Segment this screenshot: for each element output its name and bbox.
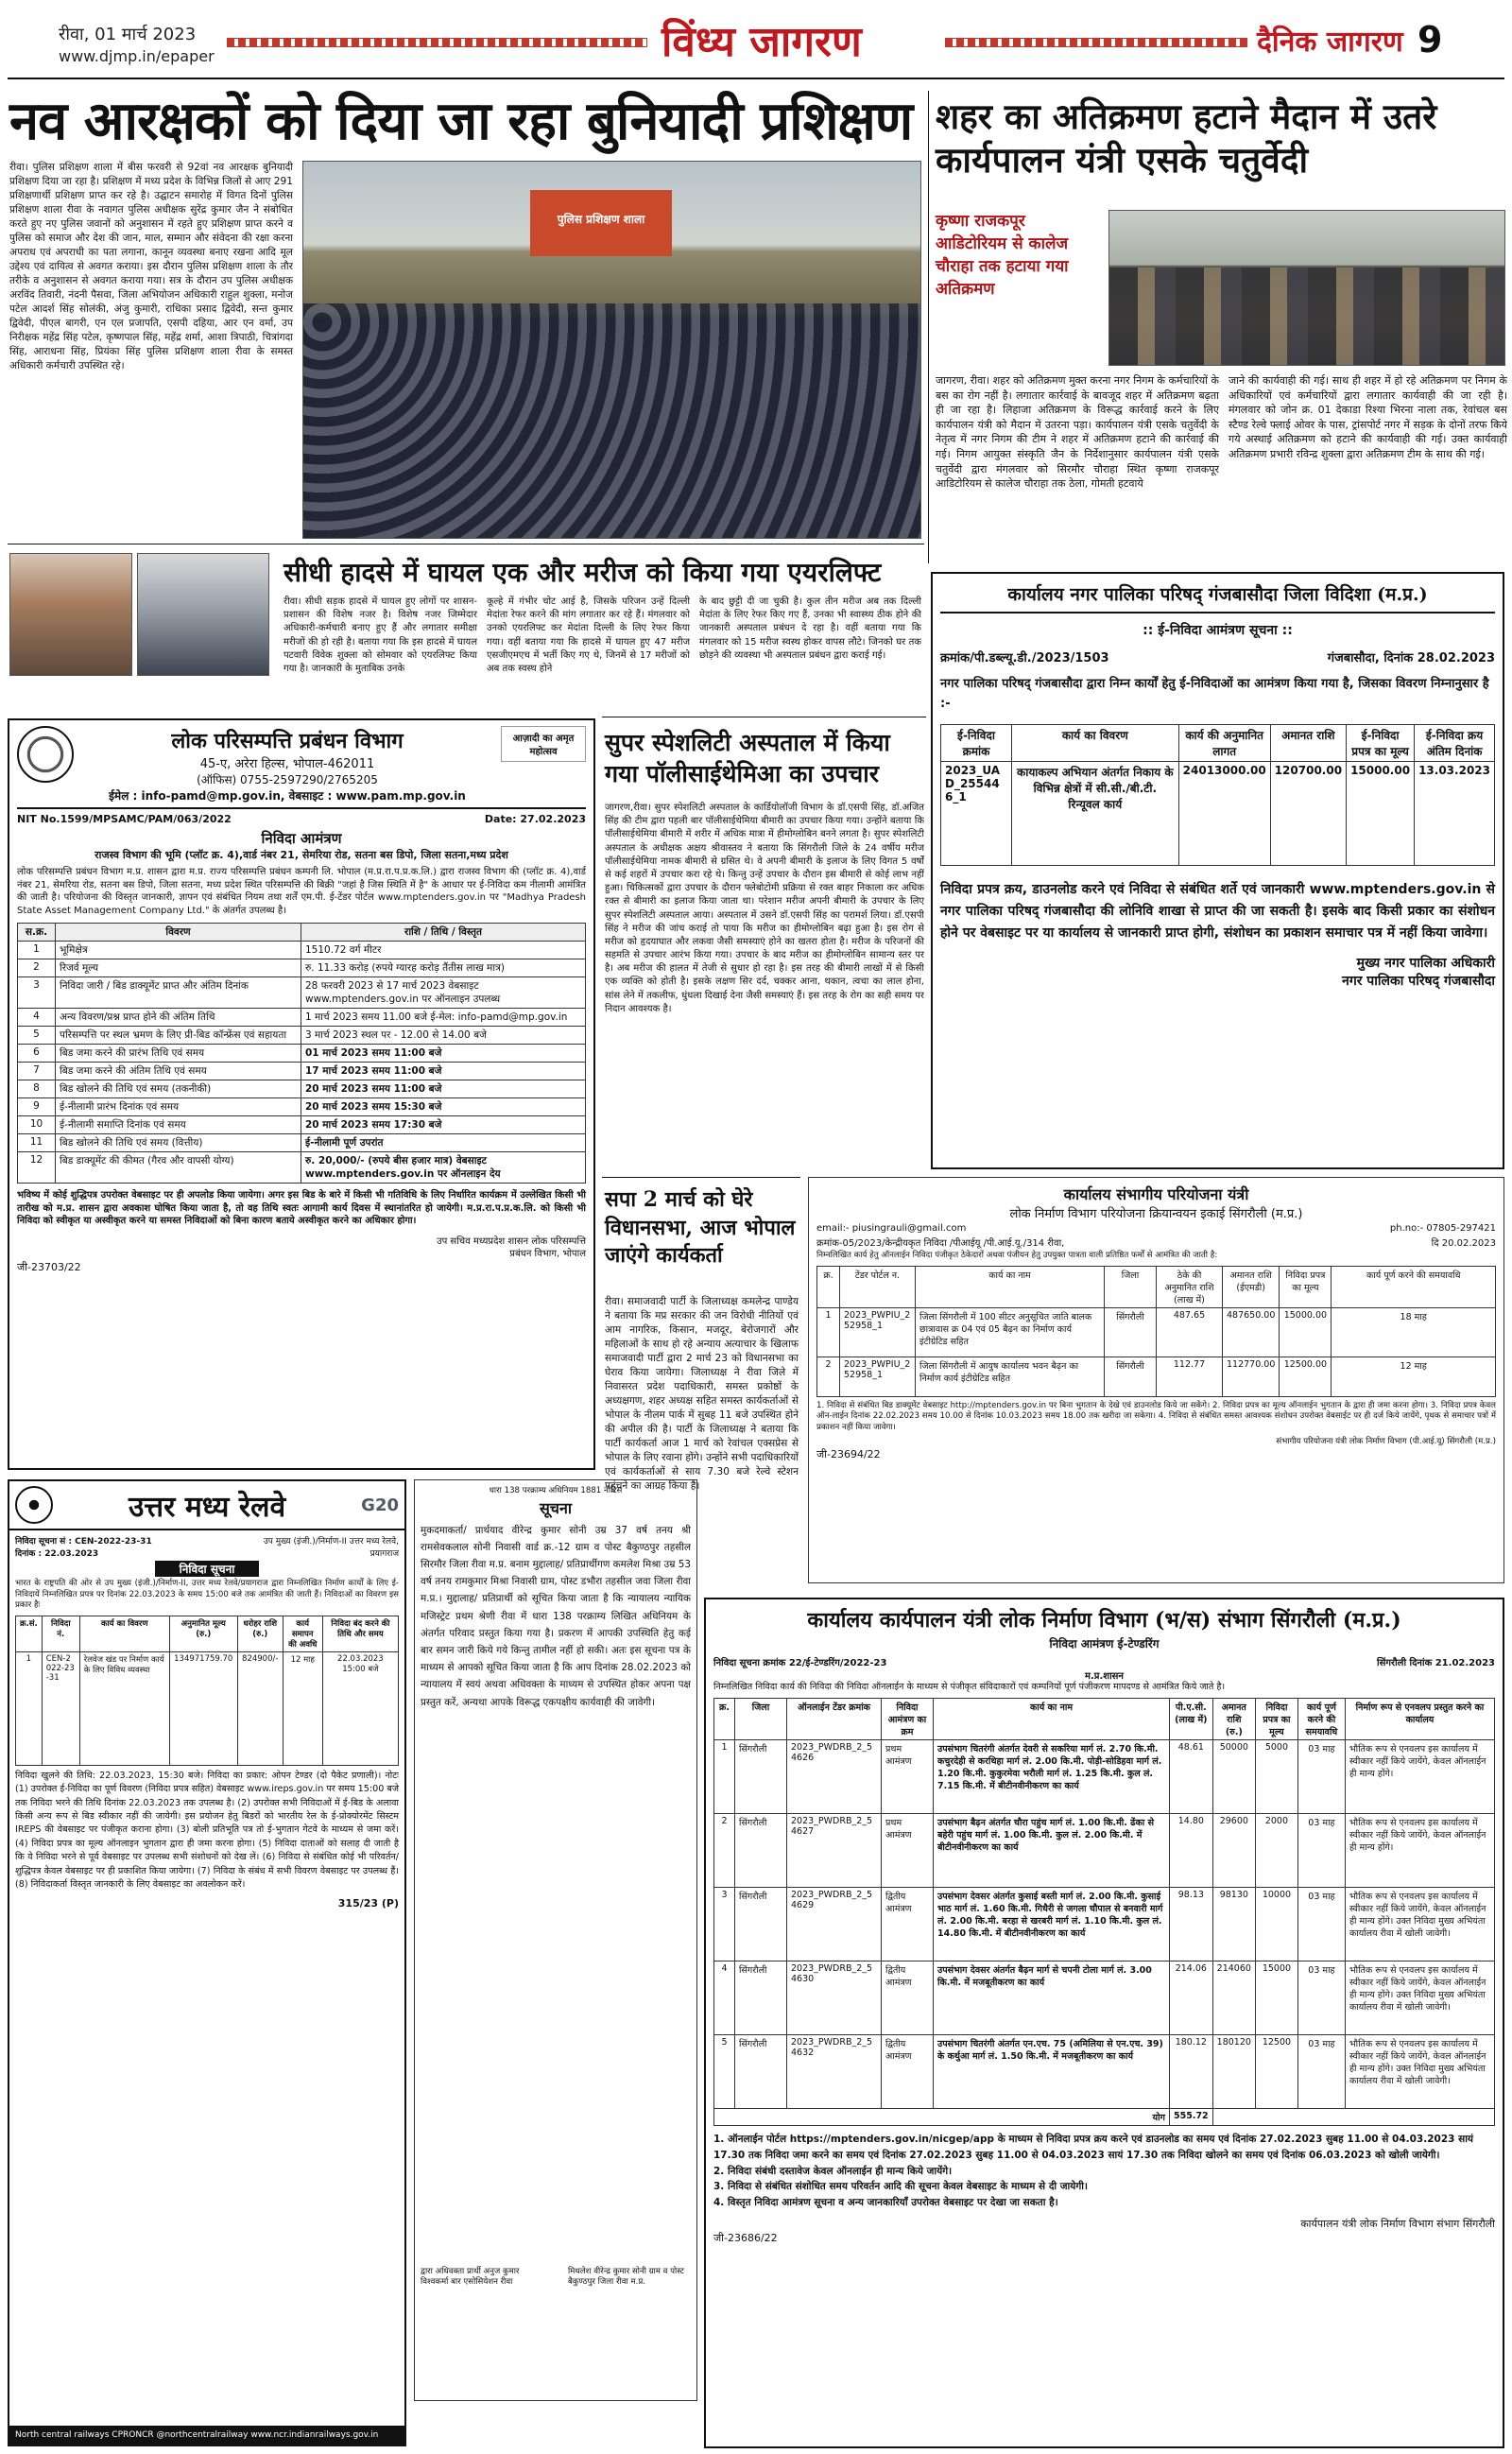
railway-th-4: धरोहर राशि (रु.) — [237, 1616, 283, 1651]
singrauli1-r1-2: जिला सिंगरौली में 100 सीटर अनुसूचित जाति बालक छात्रावास क्र 04 एवं 05 बैढ़न का निर्माण कार्य इंटीग्रेटिड सहित — [916, 1307, 1105, 1357]
pamd-cell: 28 फरवरी 2023 से 17 मार्च 2023 वेबसाइट www.mptenders.gov.in पर ऑनलाइन उपलब्ध — [301, 977, 586, 1009]
singrauli2-cell: 50000 — [1212, 1739, 1255, 1813]
singrauli2-note: 2. निविदा संबंधी दस्तावेज केवल ऑनलाईन ही मान्य किये जायेंगे। — [713, 2165, 953, 2177]
story5-top-rule — [602, 1177, 800, 1178]
railway-th-5: कार्य समापन की अवधि — [283, 1616, 322, 1651]
story3-col3: के बाद छुट्टी दी जा चुकी है। कुल तीन मरीज अब तक दिल्ली मेदांता के लिए रेफर किए गए हैं, उनका भी स्वास्थ्य ठीक होने की जानकारी अस्पताल प्रबंधन दे रहा है। वहीं बताया गया कि मंगलवार को 15 मरीज स्वस्थ होकर वापस लौटे। जिनको घर तक छोड़ने की व्यवस्था भी अस्पताल प्रबंधन द्वारा कराई गई। — [699, 596, 921, 661]
railway-td-1: CEN-2022-23-31 — [42, 1651, 79, 1765]
singrauli1-th-0: क्र. — [817, 1266, 840, 1307]
header-date: रीवा, 01 मार्च 2023 — [59, 25, 197, 44]
pamd-cell: 1 मार्च 2023 समय 11.00 बजे ई-मेल: info-pamd@mp.gov.in — [301, 1009, 586, 1027]
singrauli2-table-row — [714, 1961, 1495, 2034]
court-notice-act: धारा 138 परक्राम्य अधिनियम 1881 नोटिस — [489, 1486, 623, 1495]
pamd-cell: बिड जमा करने की अंतिम तिथि एवं समय — [56, 1063, 301, 1080]
singrauli1-title: कार्यालय संभागीय परियोजना यंत्री — [1063, 1185, 1249, 1203]
ganjbasoda-td-4: 15000.00 — [1347, 761, 1415, 865]
singrauli2-cell: 2000 — [1255, 1813, 1297, 1887]
singrauli1-th-6: निविदा प्रपत्र का मूल्य — [1280, 1266, 1332, 1307]
pamd-cell: बिड खोलने की तिथि एवं समय (तकनीकी) — [56, 1080, 301, 1098]
singrauli2-cell: द्वितीय आमंत्रण — [882, 2034, 934, 2108]
singrauli2-cell: उपसंभाग चितरंगी अंतर्गत देवरी से सकरिया मार्ग लं. 2.70 कि.मी. कचुरदेही से करथिहा मार्ग लं. 2.00 कि.मी. पोड़ी-सोडिहवा मार्ग लं. 1.20 कि.मी. कुकुरमेवा भरौली मार्ग लं. 1.25 कि.मी. कुल लं. 7.15 कि.मी. में बीटीनवीनीकरण का कार्य — [934, 1739, 1170, 1813]
singrauli2-cell: सिंगरौली — [735, 1887, 787, 1961]
pamd-nit-date: Date: 27.02.2023 — [484, 813, 586, 825]
ganjbasoda-sign1: मुख्य नगर पालिका अधिकारी — [1356, 955, 1495, 971]
singrauli1-r2-2: जिला सिंगरौली में आयुष कार्यालय भवन बैढ़न का निर्माण कार्य इंटीग्रेटिड सहित — [916, 1357, 1105, 1396]
pamd-cell: 1 — [18, 942, 56, 959]
pamd-cell: 8 — [18, 1080, 56, 1098]
singrauli1-r1-0: 1 — [817, 1307, 840, 1357]
story3-photo-left — [9, 553, 132, 676]
singrauli2-cell: 180.12 — [1170, 2034, 1213, 2108]
singrauli2-cell: प्रथम आमंत्रण — [882, 1739, 934, 1813]
court-notice-body: मुकदमाकर्ता/ प्रार्थयाद वीरेन्द्र कुमार सोनी उम्र 37 वर्ष तनय श्री रामसेवकलाल सोनी निवासी वार्ड क्र.-12 ग्राम व पोस्ट बैकुण्ठपुर तहसील सिरमौर जिला रीवा म.प्र. बनाम मुद्दालाह/ प्रतिप्रार्थीगण कमलेश मिश्रा उम्र 53 वर्ष तनय रामकुमार मिश्रा निवासी ग्राम, पोस्ट डभौरा तहसील जवा जिला रीवा म.प्र.। मुद्दालाह/ प्रतिप्रार्थी को सूचित किया जाता है कि न्यायालय न्यायिक मजिस्ट्रेट प्रथम श्रेणी रीवा में धारा 138 परक्राम्य लिखित अधिनियम के अंतर्गत परिवाद प्रस्तुत किया गया है। प्रकरण में आपकी उपस्थिति हेतु कई बार समन जारी किये गये किन्तु तामील नहीं हो सकी। अतः इस सूचना पत्र के माध्यम से आपको सूचित किया जाता है कि आप दिनांक 28.02.2023 को न्यायालय में स्वयं अथवा अधिवक्ता के माध्यम से उपस्थित होकर अपना पक्ष प्रस्तुत करें, अन्यथा आपके विरूद्ध एकपक्षीय कार्यवाही की जावेगी। — [421, 1524, 691, 1708]
pamd-cell: 6 — [18, 1045, 56, 1063]
pamd-table-row — [18, 1152, 586, 1184]
singrauli2-cell: द्वितीय आमंत्रण — [882, 1961, 934, 2034]
pamd-cell: रु. 20,000/- (रुपये बीस हजार मात्र) वेबसाइट www.mptenders.gov.in पर ऑनलाइन देय — [301, 1152, 586, 1184]
singrauli1-notes: 1. निविदा से संबंधित बिड डाक्यूमेंट वेबसाइट http://mptenders.gov.in पर बिना भुगतान के देखे एवं डाउनलोड किये जा सकेंगे। 2. निविदा प्रपत्र का मूल्य ऑनलाईन भुगतान के द्वारा ही जमा करना होगा। 3. निविदा प्रपत्र केवल ऑन-लाईन दिनांक 22.02.2023 समय 10.00 से दिनांक 10.03.2023 समय 18.00 तक खरीदा जा सकेगा। 4. निविदा से संबंधित समस्त आवश्यक संशोधन उपरोक्त वेबसाईट पर ही दर्ज किये जायेंगे, पृथक से समाचार पत्रों में प्रकाशन नहीं किया जावेगा। — [816, 1400, 1496, 1432]
railway-code: 315/23 (P) — [337, 1897, 399, 1910]
singrauli2-intro: निम्नलिखित निविदा कार्य की निविदा की निविदा ऑनलाईन के माध्यम से पंजीकृत संविदाकारों एवं कम्पनियों पूर्ण पंजीकरण मापदण्ड से आमंत्रित किये जाते है। — [713, 1682, 1226, 1692]
pamd-notice-body: लोक परिसम्पत्ति प्रबंधन विभाग म.प्र. शासन द्वारा म.प्र. राज्य परिसम्पत्ति प्रबंधन कम्पनी लि. भोपाल (म.प्र.रा.प.प्र.क.लि.) द्वारा राजस्व विभाग की (प्लॉट क्र. 4),वार्ड नंबर 21, सेमरिया रोड, सतना बस डिपो, जिला सतना, मध्य प्रदेश स्थित परिसम्पत्ति की बिक्री "जहां है जिस स्थिति में है" के आधार पर ई-निविदा कम नीलामी आमंत्रित की जाती है। परियोजना की विस्तृत जानकारी, ज्ञापन एवं संबंधित नियम तथा शर्तें एम.पी. ई-टेंडर पोर्टल www.mptenders.gov.in पर "Madhya Pradesh State Asset Management Company Ltd." के अंतर्गत उपलब्ध है। — [17, 867, 586, 916]
pamd-table-row — [18, 1134, 586, 1152]
pamd-cell: अन्य विवरण/प्रश्न प्राप्त होने की अंतिम तिथि — [56, 1009, 301, 1027]
masthead — [0, 0, 1512, 76]
court-notice-title: सूचना — [539, 1498, 572, 1517]
court-notice-sign-advocate: द्वारा अधिवक्ता प्रार्थी अनुज कुमार विश्वकर्मा बार एसोसियेशन रीवा — [421, 2266, 520, 2288]
pamd-table-row — [18, 1063, 586, 1080]
header-left-stripe — [227, 38, 647, 47]
story1-headline: नव आरक्षकों को दिया जा रहा बुनियादी प्रशिक्षण — [9, 90, 913, 152]
railway-td-2: रेलवेज खंड पर निर्माण कार्य के लिए विविध व्यवस्था — [79, 1651, 169, 1765]
singrauli2-notes — [713, 2132, 1495, 2211]
singrauli2-cell: 5 — [714, 2034, 735, 2108]
ad-singrauli-piu — [808, 1177, 1504, 1583]
story3-col1: रीवा। सीधी सड़क हादसे में घायल हुए लोगों पर शासन-प्रशासन की विशेष नजर है। विशेष नजर जिम्मेदार अधिकारी-कर्मचारी बनाए हुए हैं और लगातार समीक्षा मरीजों की हो रही है। बताया गया कि इस हादसे में घायल पटवारी विवेक शुक्ला को सोमवार को एयरलिफ्ट किया गया है। जानकारी के मुताबिक उनके — [284, 596, 477, 674]
singrauli2-cell: उपसंभाग देवसर अंतर्गत कुसाई बस्ती मार्ग लं. 2.00 कि.मी. कुसाई भाठ मार्ग लं. 1.60 कि.मी. गिधैरी से जगला चौपाल से बनवारी मार्ग लं. 2.00 कि.मी. बरहा से खरबरी मार्ग लं. 1.10 कि.मी. कुल लं. 14.80 कि.मी. में बीटीनवीनीकरण का कार्य — [934, 1887, 1170, 1961]
paper-name: दैनिक जागरण — [1257, 26, 1403, 59]
pamd-phone: (ऑफिस) 0755-2597290/2765205 — [197, 773, 378, 786]
singrauli2-cell: 2023_PWDRB_2_54629 — [787, 1887, 882, 1961]
ganjbasoda-th-4: ई-निविदा प्रपत्र का मूल्य — [1347, 724, 1415, 761]
pamd-table-row — [18, 977, 586, 1009]
railway-date: दिनांक : 22.03.2023 — [15, 1549, 99, 1559]
singrauli1-r2-5: 112770.00 — [1223, 1357, 1280, 1396]
pamd-th-1: विवरण — [56, 924, 301, 942]
story1-photo-banner: पुलिस प्रशिक्षण शाला — [530, 190, 672, 256]
railway-office: उप मुख्य (इंजी.)/निर्माण-II उत्तर मध्य रेलवे, प्रयागराज — [263, 1537, 399, 1559]
singrauli2-cell: 03 माह — [1297, 1887, 1345, 1961]
singrauli2-title: कार्यालय कार्यपालन यंत्री लोक निर्माण विभाग (भ/स) संभाग सिंगरौली (म.प्र.) — [807, 1608, 1401, 1633]
singrauli2-code: जी-23686/22 — [713, 2231, 778, 2244]
story1-photo-crowd — [303, 303, 921, 539]
ad-court-notice — [414, 1479, 697, 2401]
singrauli1-phone: ph.no:- 07805-297421 — [1389, 1223, 1496, 1234]
ad-pamd — [8, 718, 595, 1470]
singrauli1-sign: संभागीय परियोजना यंत्री लोक निर्माण विभाग (पी.आई.यू) सिंगरौली (म.प्र.) — [1276, 1437, 1496, 1447]
railway-notice: निविदा सूचना — [155, 1561, 259, 1577]
pamd-nit: NIT No.1599/MPSAMC/PAM/063/2022 — [17, 813, 232, 825]
story2-headline: शहर का अतिक्रमण हटाने मैदान में उतरे कार्यपालन यंत्री एसके चतुर्वेदी — [936, 95, 1437, 181]
ganjbasoda-th-0: ई-निविदा क्रमांक — [941, 724, 1012, 761]
singrauli2-th-9: निर्माण रूप से एनवलप प्रस्तुत करने का कार्यालय — [1345, 1698, 1494, 1739]
singrauli2-note: 3. निविदा से संबंधित संशोधित समय परिवर्तन आदि की सूचना केवल वेबसाइट के माध्यम से दी जायेगी। — [713, 2181, 1088, 2193]
singrauli2-table-row — [714, 1739, 1495, 1813]
pamd-cell: परिसम्पत्ति पर स्थल भ्रमण के लिए प्री-बिड कॉन्फ्रेंस एवं सहायता — [56, 1027, 301, 1045]
pamd-table-row — [18, 942, 586, 959]
pamd-cell: 3 — [18, 977, 56, 1009]
singrauli2-cell: 214.06 — [1170, 1961, 1213, 2034]
singrauli1-subtitle: लोक निर्माण विभाग परियोजना क्रियान्वयन इकाई सिंगरौली (म.प्र.) — [1009, 1207, 1303, 1221]
story4-body: जागरण,रीवा। सुपर स्पेशलिटी अस्पताल के कार्डियोलॉजी विभाग के डॉ.एसपी सिंह, डॉ.अजित सिंह की टीम द्वारा पहली बार पॉलीसाईथेमिया बीमारी का उपचार किया गया। उन्होंने बताया कि पॉलीसाईथेमिया बीमारी में शरीर में अधिक मात्रा में हीमोग्लोबिन बनने लगता है। सुपर स्पेशलिटी अस्पताल के अधीक्षक अक्षय श्रीवास्तव ने बताया कि सिंगरौली जिले के 24 वर्षीय मरीज पॉलीसाईथेमिया नामक बीमारी से ग्रसित थे। वे अपनी बीमारी के इलाज के लिए विगत 5 वर्षों से कई शहरों में उपचार करा रहे थे। किन्तु उन्हें उपचार के दौरान इस बीमारी से कोई लाभ नहीं हुआ। चिकित्सकों द्वारा उपचार के दौरान फ्लेबोटोमी प्रक्रिया से रक्त बाहर निकाला कर अधिक रक्त से बीमारी का इलाज किया जाता था। परेशान मरीज अपनी बीमारी के उपचार के लिए सुपर स्पेशलिटी अस्पताल आया। अस्पताल में उसने डॉ.एसपी सिंह का परामर्श लिया। डॉ.एसपी सिंह ने मरीज की जांच कराई तो पाया कि मरीज का हीमोग्लोबिन बढ़ा हुआ है। इस रोग से मरीज को हृदयाघात और लकवा जैसी समस्याएं होने का खतरा होता है। मरीज के परिजनों की सहमति से उपचार आरंभ किया गया। उपचार के बाद मरीज का हीमोग्लोबिन सामान्य स्तर पर है। अब मरीज की हालत में तेजी से सुधार हो रहा है। इस तरह की बीमारी लाखों में से किसी एक व्यक्ति को होती है। इसके लक्षण सिर दर्द, चक्कर आना, थकान, त्वचा का लाल होना, सांस लेने में तकलीफ, धुंधला दिखाई देना जैसी समस्याएं हैं। इस तरह के रोग का सही समय पर निदान आवश्यक है। — [605, 803, 924, 1014]
singrauli2-cell: उपसंभाग बैढ़न अंतर्गत चौरा पहुंच मार्ग लं. 1.00 कि.मी. ढेंका से बहेरी पहुंच मार्ग लं. 1.00 कि.मी. कुल लं. 2.00 कि.मी. में बीटीनवीनीकरण का कार्य — [934, 1813, 1170, 1887]
singrauli1-th-7: कार्य पूर्ण करने की समयावधि — [1332, 1266, 1496, 1307]
pamd-table — [17, 923, 586, 1184]
pamd-table-row — [18, 1045, 586, 1063]
story5-headline: सपा 2 मार्च को घेरे विधानसभा, आज भोपाल जाएंगे कार्यकर्ता — [605, 1187, 796, 1269]
singrauli2-cell: 180120 — [1212, 2034, 1255, 2108]
singrauli2-th-7: निविदा प्रपत्र का मूल्य — [1255, 1698, 1297, 1739]
pamd-footer: भविष्य में कोई शुद्धिपत्र उपरोक्त वेबसाइट पर ही अपलोड किया जायेगा। अगर इस बिड के बारे में किसी भी गतिविधि के लिए निर्धारित कार्यक्रम में उल्लेखित किसी भी तारीख को म.प्र. शासन द्वारा अवकाश घोषित किया जाता है, तो वह तिथि स्वतः आगामी कार्य दिवस में स्थानांतरित हो जायेगी। म.प्र.रा.प.प्र.क.लि. को किसी भी निविदा को स्वीकृत या अस्वीकृत करने या समस्त निविदाओं को बिना कारण बताये अस्वीकृत करने का अधिकार होगा। — [17, 1190, 586, 1226]
railway-td-5: 12 माह — [283, 1651, 322, 1765]
singrauli1-r2-0: 2 — [817, 1357, 840, 1396]
pamd-cell: 12 — [18, 1152, 56, 1184]
pamd-table-row — [18, 1080, 586, 1098]
singrauli2-cell: सिंगरौली — [735, 1961, 787, 2034]
singrauli2-table-row — [714, 1813, 1495, 1887]
ad-railway — [8, 1479, 406, 2446]
singrauli2-cell: उपसंभाग देवसर अंतर्गत बैढ़न मार्ग से चपनी टोला मार्ग लं. 3.00 कि.मी. में मजबूतीकरण का कार्य — [934, 1961, 1170, 2034]
pamd-cell: बिड जमा करने की प्रारंभ तिथि एवं समय — [56, 1045, 301, 1063]
singrauli2-cell: 3 — [714, 1887, 735, 1961]
pamd-cell: 9 — [18, 1098, 56, 1116]
story1-body: रीवा। पुलिस प्रशिक्षण शाला में बीस फरवरी से 92वां नव आरक्षक बुनियादी प्रशिक्षण दिया जा रहा है। प्रशिक्षण में मध्य प्रदेश के विभिन्न जिलों से आए 291 प्रशिक्षणार्थी प्रशिक्षण प्राप्त कर रहे है। उद्घाटन समारोह में विगत दिनों पुलिस प्रशिक्षण शाला रीवा के नवागत पुलिस अधीक्षक सुरेंद्र कुमार जैन ने संबोधित करते हुए नए पुलिस जवानों को अनुशासन में रहते हुए प्रशिक्षण प्राप्त करने व पुलिस को समाज और देश की जान, माल, सम्मान और संवेदना की रक्षा करना अपराध एवं अपराधी का पता लगाना, कानून व्यवस्था बनाए रखना आदि मूल उद्देश्य एवं दायित्व से अवगत कराया। इस दौरान पुलिस प्रशिक्षण शाला के तौर तरीके व अनुशासन से अवगत कराया गया। सत्र के दौरान उप पुलिस अधीक्षक अरविंद तिवारी, नंदनी पैसवा, जिला अभियोजन अधिकारी राहुल शुक्ला, मनोज पटेल आदर्श सिंह सोलंकी, अंजु कुमारी, राधिका प्रसाद द्विवेदी, सन्त कुमार द्विवेदी, पीएल बागरी, एन एल प्रजापति, एसपी दहिया, आर एन वर्मा, उप निरीक्षक महेंद्र सिंह पटेल, कृष्णपाल सिंह, महेंद्र शर्मा, आशा त्रिपाठी, चित्रांगदा सिंह, आराधना सिंह, प्रियंका सिंह पुलिस प्रशिक्षण शाला रीवा के समस्त अधिकारी कर्मचारी उपस्थित रहे। — [9, 162, 293, 372]
singrauli2-table — [713, 1698, 1495, 2126]
singrauli2-cell: 2023_PWDRB_2_54627 — [787, 1813, 882, 1887]
pamd-table-row — [18, 1116, 586, 1134]
pamd-cell: 1510.72 वर्ग मीटर — [301, 942, 586, 959]
singrauli2-cell: 98.13 — [1170, 1887, 1213, 1961]
story1-photo-cadets — [302, 161, 921, 539]
pamd-address: 45-ए, अरेरा हिल्स, भोपाल-462011 — [199, 757, 375, 771]
pamd-cell: बिड डाक्यूमेंट की कीमत (गैरव और वापसी योग्य) — [56, 1152, 301, 1184]
ganjbasoda-title: कार्यालय नगर पालिका परिषद् गंजबासौदा जिला विदिशा (म.प्र.) — [940, 581, 1495, 614]
singrauli2-cell: भौतिक रूप से एनवलप इस कार्यालय में स्वीकार नहीं किये जायेंगे, केवल ऑनलाईन ही मान्य होंगे। — [1345, 1739, 1494, 1813]
railway-td-0: 1 — [16, 1651, 43, 1765]
pamd-cell: भूमिक्षेत्र — [56, 942, 301, 959]
ganjbasoda-footer: निविदा प्रपत्र क्रय, डाउनलोड करने एवं निविदा से संबंधित शर्ते एवं जानकारी www.mptenders.gov.in से नगर पालिका परिषद् गंजबासौदा की लोनिवि शाखा से प्राप्त की जा सकती है। इसके बाद किसी प्रकार का संशोधन होने पर वेबसाइट पर या कार्यालय से जानकारी प्राप्त होगी, संशोधन का प्रकाशन समाचार पत्र में नहीं किया जावेगा। — [940, 881, 1495, 941]
ganjbasoda-th-1: कार्य का विवरण — [1012, 724, 1179, 761]
ganjbasoda-td-3: 120700.00 — [1270, 761, 1346, 865]
singrauli1-r2-4: 112.77 — [1157, 1357, 1223, 1396]
singrauli2-cell: सिंगरौली — [735, 2034, 787, 2108]
singrauli2-cell: 4 — [714, 1961, 735, 2034]
pamd-cell: 5 — [18, 1027, 56, 1045]
railway-th-2: कार्य का विवरण — [79, 1616, 169, 1651]
singrauli2-cell: 03 माह — [1297, 1813, 1345, 1887]
singrauli2-th-5: पी.ए.सी. (लाख में) — [1170, 1698, 1213, 1739]
singrauli1-th-1: टेंडर पोर्टल न. — [840, 1266, 916, 1307]
railway-th-3: अनुमानित मूल्य (रु.) — [169, 1616, 237, 1651]
story2-kicker: कृष्णा राजकपूर आडिटोरियम से कालेज चौराहा तक हटाया गया अतिक्रमण — [936, 212, 1069, 300]
pamd-cell: 17 मार्च 2023 समय 11:00 बजे — [301, 1063, 586, 1080]
story2-body-col1: जागरण, रीवा। शहर को अतिक्रमण मुक्त करना नगर निगम के कर्मचारियों के बस का रोग नहीं है। लगातार कार्रवाई के बावजूद शहर में अतिक्रमण बढ़ता ही जा रहा है। लिहाजा अतिक्रमण के विरूद्ध कार्रवाई करने के लिए कार्यपालन यंत्री को मैदान में उतरना पड़ा। कार्यपालन यंत्री एसके चतुर्वेदी के नेतृत्व में नगर निगम की टीम ने शहर में अतिक्रमण हटाने की कार्रवाई की गई। निगम आयुक्त संस्कृति जैन के निर्देशानुसार कार्यपालन यंत्री एसके चतुर्वेदी द्वारा मंगलवार को सिरमौर चौराहा स्थित कृष्णा राजकपूर आडिटोरियम से कालेज चौराहा तक ठेला, गोमती हटवाये — [936, 374, 1219, 491]
pamd-cell: 01 मार्च 2023 समय 11:00 बजे — [301, 1045, 586, 1063]
singrauli2-cell: भौतिक रूप से एनवलप इस कार्यालय में स्वीकार नहीं किये जायेंगे, केवल ऑनलाईन ही मान्य होंगे। उक्त निविदा मुख्य अभियंता कार्यालय रीवा में खोली जावेगी। — [1345, 1887, 1494, 1961]
singrauli1-table — [816, 1266, 1496, 1397]
header-rule — [8, 78, 1504, 79]
singrauli1-r1-6: 15000.00 — [1280, 1307, 1332, 1357]
pamd-table-row — [18, 959, 586, 977]
railway-g20-logo: G20 — [361, 1495, 399, 1515]
railway-td-3: 134971759.70 — [169, 1651, 237, 1765]
ganjbasoda-date: गंजबासौदा, दिनांक 28.02.2023 — [1327, 651, 1495, 665]
singrauli2-cell: 2023_PWDRB_2_54630 — [787, 1961, 882, 2034]
singrauli2-total: 555.72 — [1170, 2108, 1213, 2125]
pamd-th-2: राशि / तिथि / विस्तृत — [301, 924, 586, 942]
singrauli2-subtitle: निविदा आमंत्रण ई-टेण्डरिंग — [1049, 1637, 1160, 1650]
singrauli2-cell: 2023_PWDRB_2_54626 — [787, 1739, 882, 1813]
railway-th-6: निविदा बंद करने की तिथि और समय — [322, 1616, 398, 1651]
railway-logo-icon — [15, 1486, 53, 1524]
singrauli1-ref: क्रमांक-05/2023/केन्द्रीयकृत निविदा /पीआईयू /पी.आई.यू./314 रीवा, — [816, 1238, 1065, 1249]
singrauli1-date: दि 20.02.2023 — [1431, 1238, 1496, 1249]
singrauli2-th-6: अमानत राशि (रु.) — [1212, 1698, 1255, 1739]
court-notice-sign-party: मिथलेश वीरेन्द्र कुमार सोनी ग्राम व पोस्ट बैकुण्ठपुर जिला रीवा म.प्र. — [568, 2266, 684, 2288]
singrauli2-cell: प्रथम आमंत्रण — [882, 1813, 934, 1887]
ganjbasoda-td-2: 24013000.00 — [1178, 761, 1270, 865]
singrauli2-cell: 14.80 — [1170, 1813, 1213, 1887]
pamd-emblem-icon — [17, 726, 74, 783]
pamd-cell: 2 — [18, 959, 56, 977]
pamd-cell: ई-नीलामी समाप्ति दिनांक एवं समय — [56, 1116, 301, 1134]
singrauli2-cell: भौतिक रूप से एनवलप इस कार्यालय में स्वीकार नहीं किये जायेंगे, केवल ऑनलाईन ही मान्य होंगे। उक्त निविदा मुख्य अभियंता कार्यालय रीवा में खोली जावेगी। — [1345, 1961, 1494, 2034]
ad-ganjbasoda — [931, 572, 1504, 1169]
singrauli2-cell: भौतिक रूप से एनवलप इस कार्यालय में स्वीकार नहीं किये जायेंगे, केवल ऑनलाईन ही मान्य होंगे। — [1345, 1813, 1494, 1887]
ganjbasoda-table — [940, 724, 1495, 866]
railway-intro: भारत के राष्ट्रपति की ओर से उप मुख्य (इंजी.)/निर्माण-II, उत्तर मध्य रेलवे/प्रयागराज द्वारा निम्नलिखित निर्माण कार्यों के लिए ई-निविदायें निम्नलिखित प्रपत्र पर दिनांक 22.03.2023 के समय 15:00 बजे तक आमंत्रित की जाती हैं। निविदाओं का विवरण इस प्रकार हैः — [15, 1579, 399, 1611]
railway-notes: निविदा खुलने की तिथि: 22.03.2023, 15:30 बजे। निविदा का प्रकार: ओपन टेण्डर (दो पैकेट प्रणाली)। नोटः (1) उपरोक्त ई-निविदा का पूर्ण विवरण (निविदा प्रपत्र सहित) वेबसाइट www.ireps.gov.in पर समय 15:00 बजे तक निविदा भरने की तिथि दिनांक 22.03.2023 तक उपलब्ध है। (2) उपरोक्त सभी निविदाओं में ई-बिड के अलावा किसी अन्य रूप से बिड स्वीकार नहीं की जायेगी। इस प्रयोजन हेतु बिडरों को भारतीय रेल के ई-प्रोक्योरमेंट सिस्टम IREPS की वेबसाइट पर पंजीकृत कराना होगा। (3) बोली प्रतिभूति पत्र तो ई-भुगतान गेटवे के माध्यम से जमा करें। (4) निविदा प्रपत्र का मूल्य ऑनलाइन भुगतान द्वारा ही जमा करना होगा। (5) निविदा दाताओं को सलाह दी जाती है कि वे निविदा भरने से पूर्व वेबसाइट पर उपलब्ध सभी संशोधनों को देख लें। (6) निविदा से संबंधित कोई भी परिवर्तन/शुद्धिपत्र केवल वेबसाइट पर ही प्रकाशित किया जायेगा। (7) निविदा के संबंध में सभी विवरण वेबसाइट पर उपलब्ध हैं। (8) निविदाकर्ता विस्तृत जानकारी के लिए वेबसाइट का अवलोकन करें। — [15, 1770, 399, 1890]
pamd-cell: रिजर्व मूल्य — [56, 959, 301, 977]
singrauli1-th-4: ठेके की अनुमानित राशि (लाख में) — [1157, 1266, 1223, 1307]
singrauli1-th-5: अमानत राशि (ईएमडी) — [1223, 1266, 1280, 1307]
singrauli2-cell: द्वितीय आमंत्रण — [882, 1887, 934, 1961]
story2-body-col2: जाने की कार्यवाही की गई। साथ ही शहर में हो रहे अतिक्रमण पर निगम के अधिकारियों एवं कर्मचारियों द्वारा लगातार कार्यवाही की जा रही है। मंगलवार को जोन क्र. 01 देकाडा रिश्या भिरना नाला तक, रेवांचल बस स्टैण्ड रेल्वे फ्लाई ओवर के पास, ट्रांसपोर्ट नगर में सड़क के दोनों तरफ किये गये अस्थाई अतिक्रमण को हटाने की कार्यवाही की गई। उक्त कार्यवाही अतिक्रमण प्रभारी रविन्द्र शुक्ला द्वारा अतिक्रमण टीम के साथ की गई। — [1228, 374, 1507, 461]
ganjbasoda-intro: नगर पालिका परिषद् गंजबासौदा द्वारा निम्न कार्यों हेतु ई-निविदाओं का आमंत्रण किया गया है, जिसका विवरण निम्नानुसार है :- — [940, 677, 1489, 711]
story2-photo-people — [1109, 268, 1505, 366]
singrauli2-ref: निविदा सूचना क्रमांक 22/ई-टेण्डरिंग/2022-23 — [713, 1658, 887, 1668]
ganjbasoda-sign2: नगर पालिका परिषद् गंजबासौदा — [1342, 973, 1495, 989]
singrauli2-cell: 12500 — [1255, 2034, 1297, 2108]
pamd-cell: 20 मार्च 2023 समय 11:00 बजे — [301, 1080, 586, 1098]
singrauli2-cell: 2023_PWDRB_2_54632 — [787, 2034, 882, 2108]
pamd-cell: 10 — [18, 1116, 56, 1134]
singrauli1-r2-1: 2023_PWPIU_252958_1 — [840, 1357, 916, 1396]
story2-divider — [928, 91, 929, 563]
ganjbasoda-ref: क्रमांक/पी.डब्ल्यू.डी./2023/1503 — [940, 651, 1109, 665]
railway-td-4: 824900/- — [237, 1651, 283, 1765]
pamd-cell: 4 — [18, 1009, 56, 1027]
singrauli2-state: म.प्र.शासन — [1085, 1671, 1124, 1682]
ganjbasoda-td-1: कायाकल्प अभियान अंतर्गत निकाय के विभिन्न क्षेत्रों में सी.सी./बी.टी. रिन्यूवल कार्य — [1012, 761, 1179, 865]
ganjbasoda-th-5: ई-निविदा क्रय अंतिम दिनांक — [1415, 724, 1495, 761]
story4-headline: सुपर स्पेशलिटी अस्पताल में किया गया पॉलीसाईथेमिआ का उपचार — [605, 729, 890, 787]
azadi-logo: आज़ादी का अमृत महोत्सव — [501, 726, 586, 762]
pamd-title: लोक परिसम्पत्ति प्रबंधन विभाग — [171, 729, 404, 753]
pamd-table-row — [18, 1027, 586, 1045]
singrauli1-intro: निम्नलिखित कार्य हेतु ऑनलाईन निविदा पंजीकृत ठेकेदारों अथवा पंजीयन हेतु उपयुक्त पात्रता वाली प्रतिष्ठित फर्मों से आमंत्रित की जाती है: — [816, 1251, 1218, 1260]
page-number: 9 — [1418, 19, 1443, 60]
singrauli2-cell: 214060 — [1212, 1961, 1255, 2034]
singrauli2-date: सिंगरौली दिनांक 21.02.2023 — [1377, 1658, 1495, 1668]
singrauli2-cell: 1 — [714, 1739, 735, 1813]
ganjbasoda-td-0: 2023_UAD_255446_1 — [941, 761, 1012, 865]
singrauli2-th-2: ऑनलाईन टेंडर क्रमांक — [787, 1698, 882, 1739]
railway-ref: निविदा सूचना सं : CEN-2022-23-31 — [15, 1537, 152, 1547]
pamd-cell: ई-नीलामी प्रारंभ दिनांक एवं समय — [56, 1098, 301, 1116]
railway-td-6: 22.03.2023 15:00 बजे — [322, 1651, 398, 1765]
singrauli2-sign: कार्यपालन यंत्री लोक निर्माण विभाग संभाग सिंगरौली — [1300, 2217, 1495, 2230]
pamd-cell: रु. 11.33 करोड़ (रुपये ग्यारह करोड़ तैंतीस लाख मात्र) — [301, 959, 586, 977]
pamd-th-0: स.क्र. — [18, 924, 56, 942]
header-epaper-link[interactable]: www.djmp.in/epaper — [59, 47, 215, 65]
singrauli1-r2-6: 12500.00 — [1280, 1357, 1332, 1396]
singrauli1-email: email:- piusingrauli@gmail.com — [816, 1223, 967, 1234]
singrauli1-r1-3: सिंगरौली — [1105, 1307, 1157, 1357]
singrauli2-note: 1. ऑनलाईन पोर्टल https://mptenders.gov.in/nicgep/app के माध्यम से निविदा प्रपत्र क्रय करने एवं डाउनलोड का समय एवं दिनांक 27.02.2023 सुबह 11.00 से 04.03.2023 सायं 17.30 तक निविदा जमा करने का समय एवं दिनांक 27.02.2023 सुबह 11.00 से 04.03.2023 सायं 17.30 तक निविदा खोलने का समय एवं दिनांक 06.03.2023 को खोली जायेगी। — [713, 2133, 1474, 2161]
singrauli2-cell: 48.61 — [1170, 1739, 1213, 1813]
singrauli1-r1-4: 487.65 — [1157, 1307, 1223, 1357]
singrauli2-th-1: जिला — [735, 1698, 787, 1739]
ganjbasoda-th-3: अमानत राशि — [1270, 724, 1346, 761]
singrauli2-cell: 29600 — [1212, 1813, 1255, 1887]
pamd-code: जी-23703/22 — [17, 1260, 81, 1273]
singrauli1-r1-7: 18 माह — [1332, 1307, 1496, 1357]
ganjbasoda-subtitle: :: ई-निविदा आमंत्रण सूचना :: — [1143, 623, 1293, 638]
story3-headline: सीधी हादसे में घायल एक और मरीज को किया गया एयरलिफ्ट — [284, 557, 882, 588]
story2-photo-encroachment — [1108, 210, 1505, 366]
pamd-cell: बिड खोलने की तिथि एवं समय (वित्तीय) — [56, 1134, 301, 1152]
pamd-sign: उप सचिव मध्यप्रदेश शासन लोक परिसम्पत्ति प्रबंधन विभाग, भोपाल — [437, 1236, 586, 1259]
singrauli2-cell: सिंगरौली — [735, 1739, 787, 1813]
singrauli2-cell: 98130 — [1212, 1887, 1255, 1961]
pamd-cell: 7 — [18, 1063, 56, 1080]
singrauli2-cell: 03 माह — [1297, 2034, 1345, 2108]
pamd-cell: 11 — [18, 1134, 56, 1152]
singrauli2-th-4: कार्य का नाम — [934, 1698, 1170, 1739]
singrauli2-total-label: योग — [714, 2108, 1170, 2125]
singrauli1-th-3: जिला — [1105, 1266, 1157, 1307]
pamd-email: ईमेल : info-pamd@mp.gov.in, वेबसाइट : www.pam.mp.gov.in — [109, 789, 466, 803]
railway-title: उत्तर मध्य रेलवे — [128, 1490, 286, 1524]
singrauli2-cell: 5000 — [1255, 1739, 1297, 1813]
pamd-cell: 20 मार्च 2023 समय 17:30 बजे — [301, 1116, 586, 1134]
singrauli2-cell: उपसंभाग चितरंगी अंतर्गत एन.एच. 75 (अमिलिया से एन.एच. 39) के कर्थुआ मार्ग लं. 1.50 कि.मी. में मजबूतीकरण का कार्य — [934, 2034, 1170, 2108]
singrauli2-cell: 10000 — [1255, 1887, 1297, 1961]
pamd-notice-title: निविदा आमंत्रण — [261, 830, 342, 847]
singrauli2-th-3: निविदा आमंत्रण का क्रम — [882, 1698, 934, 1739]
singrauli2-cell: 03 माह — [1297, 1739, 1345, 1813]
singrauli2-table-row — [714, 2034, 1495, 2108]
railway-th-1: निविदा नं. — [42, 1616, 79, 1651]
ganjbasoda-td-5: 13.03.2023 — [1415, 761, 1495, 865]
singrauli2-note: 4. विस्तृत निविदा आमंत्रण सूचना व अन्य जानकारियाँ उपरोक्त वेबसाइट पर देखा जा सकता है। — [713, 2197, 1058, 2209]
singrauli2-cell: 03 माह — [1297, 1961, 1345, 2034]
singrauli2-th-0: क्र. — [714, 1698, 735, 1739]
pamd-notice-sub: राजस्व विभाग की भूमि (प्लॉट क्र. 4),वार्ड नंबर 21, सेमरिया रोड, सतना बस डिपो, जिला सतना,मध्य प्रदेश — [94, 849, 508, 861]
singrauli1-r1-5: 487650.00 — [1223, 1307, 1280, 1357]
pamd-cell: निविदा जारी / बिड डाक्यूमेंट प्राप्त और अंतिम दिनांक — [56, 977, 301, 1009]
singrauli2-cell: सिंगरौली — [735, 1813, 787, 1887]
singrauli1-code: जी-23694/22 — [816, 1447, 881, 1460]
section-title: विंध्य जागरण — [662, 18, 862, 66]
pamd-table-row — [18, 1009, 586, 1027]
singrauli2-th-8: कार्य पूर्ण करने की समयावधि — [1297, 1698, 1345, 1739]
ad-singrauli-pwd — [704, 1598, 1504, 2448]
singrauli1-r2-7: 12 माह — [1332, 1357, 1496, 1396]
singrauli2-table-row — [714, 1887, 1495, 1961]
railway-social-footer: North central railways CPRONCR @northcentralrailway www.ncr.indianrailways.gov.in — [9, 2426, 404, 2445]
pamd-cell: ई-नीलामी पूर्ण उपरांत — [301, 1134, 586, 1152]
singrauli2-cell: भौतिक रूप से एनवलप इस कार्यालय में स्वीकार नहीं किये जायेंगे, केवल ऑनलाईन ही मान्य होंगे। उक्त निविदा मुख्य अभियंता कार्यालय रीवा में खोली जावेगी। — [1345, 2034, 1494, 2108]
singrauli2-cell: 2 — [714, 1813, 735, 1887]
pamd-cell: 3 मार्च 2023 स्थल पर - 12.00 से 14.00 बजे — [301, 1027, 586, 1045]
story3-photo-right — [137, 553, 269, 676]
singrauli1-th-2: कार्य का नाम — [916, 1266, 1105, 1307]
ganjbasoda-th-2: कार्य की अनुमानित लागत — [1178, 724, 1270, 761]
story5-body: रीवा। समाजवादी पार्टी के जिलाध्यक्ष कमलेन्द्र पाण्डेय ने बताया कि मप्र सरकार की जन विरोधी नीतियों एवं आम नागरिक, किसान, मजदूर, बेरोजगारों और महिलाओं के साथ हो रहे अन्याय अत्याचार के खिलाफ समाजवादी पार्टी द्वारा 2 मार्च 23 को विधानसभा का घेराव किया जायेगा। जिलाध्यक्ष ने रीवा जिले में निवासरत प्रदेश पदाधिकारी, समस्त प्रकोष्ठों के अध्यक्षगण, शहर अध्यक्ष सहित समस्त कार्यकर्ताओं से भोपाल के नीलम पार्क में सुबह 11 बजे उपस्थित होने की अपील की है। पार्टी के जिलाध्यक्ष ने बताया कि पार्टी कार्यकर्ता आज 1 मार्च को रेवांचल एक्सप्रेस से भोपाल के लिए रवाना होंगे। उन्होंने सभी पदाधिकारियों एवं कार्यकर्ताओं से साय 7.30 बजे रेल्वे स्टेशन पहुंचने का आग्रह किया है। — [605, 1296, 799, 1493]
pamd-table-row — [18, 1098, 586, 1116]
railway-th-0: क्र.सं. — [16, 1616, 43, 1651]
header-right-stripe — [945, 38, 1247, 47]
singrauli2-cell: 15000 — [1255, 1961, 1297, 2034]
pamd-cell: 20 मार्च 2023 समय 15:30 बजे — [301, 1098, 586, 1116]
story3-col2: कूल्हे में गंभीर चोट आई है, जिसके परिजन उन्हें दिल्ली मेदांता रेफर करने की मांग लगातार कर रहे हैं। मंगलवार को उनको एयरलिफ्ट कर मेदांता दिल्ली के लिए रेफर किया गया। वहीं बताया गया कि हादसे में घायल हुए 47 मरीज एसजीएमएच में भर्ती किए गए थे, जिनमें से 17 मरीजों को अब तक स्वस्थ होने — [487, 596, 690, 674]
singrauli1-r2-3: सिंगरौली — [1105, 1357, 1157, 1396]
singrauli1-r1-1: 2023_PWPIU_252958_1 — [840, 1307, 916, 1357]
railway-table — [15, 1616, 399, 1766]
